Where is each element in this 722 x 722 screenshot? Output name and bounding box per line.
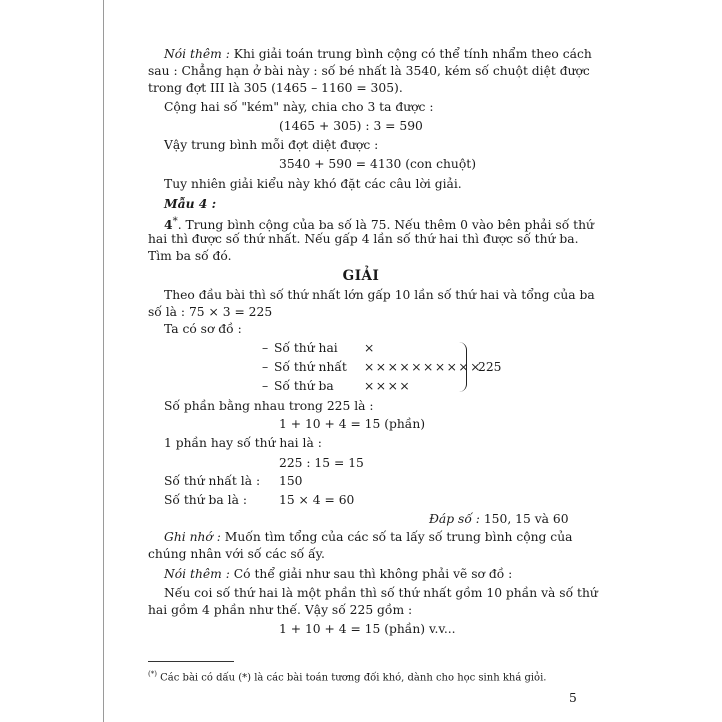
answer-line: Đáp số : 150, 15 và 60 (429, 512, 569, 526)
footnote: (*) Các bài có dấu (*) là các bài toán tương đối khó, dành cho học sinh khá giỏi. (148, 670, 547, 684)
paragraph-line: 1 phần hay số thứ hai là : (164, 436, 322, 450)
diagram-marks: ×××× (364, 379, 412, 393)
diagram-marks: × (364, 341, 376, 355)
paragraph-line: Theo đầu bài thì số thứ nhất lớn gấp 10 lần số thứ hai và tổng của ba (164, 288, 595, 302)
diagram-marks: ×××××××××× (364, 360, 483, 374)
formula-line: (1465 + 305) : 3 = 590 (279, 119, 423, 133)
paragraph-line: Số phần bằng nhau trong 225 là : (164, 399, 374, 413)
page-edge-line (103, 0, 104, 722)
solution-heading: GIẢI (342, 268, 380, 284)
paragraph-line: hai gồm 4 phần như thế. Vậy số 225 gồm : (148, 603, 413, 617)
exercise-line: hai thì được số thứ nhất. Nếu gấp 4 lần số thứ hai thì được số thứ ba. (148, 232, 579, 246)
value: 15 × 4 = 60 (279, 493, 355, 507)
paragraph-line: Nói thêm : Khi giải toán trung bình cộng có thể tính nhẩm theo cách (164, 47, 592, 61)
paragraph-line: trong đợt III là 305 (1465 – 1160 = 305). (148, 81, 403, 95)
page-number: 5 (569, 691, 577, 705)
paragraph-line: chúng nhân với số các số ấy. (148, 547, 325, 561)
brace (456, 342, 467, 392)
exercise-line: 4*. Trung bình cộng của ba số là 75. Nếu thêm 0 vào bên phải số thứ (164, 215, 594, 233)
note-label: Nói thêm : (164, 567, 230, 581)
paragraph-line: Nếu coi số thứ hai là một phần thì số thứ nhất gồm 10 phần và số thứ (164, 586, 598, 600)
diagram-row: – Số thứ hai (262, 341, 338, 355)
paragraph-line: Ta có sơ đồ : (164, 322, 242, 336)
formula-line: 3540 + 590 = 4130 (con chuột) (279, 157, 476, 171)
paragraph-line: sau : Chẳng hạn ở bài này : số bé nhất là 3540, kém số chuột diệt được (148, 64, 590, 78)
remember-label: Ghi nhớ : (164, 530, 221, 544)
paragraph-line: số là : 75 × 3 = 225 (148, 305, 273, 319)
diagram-row: – Số thứ ba (262, 379, 334, 393)
value: 150 (279, 474, 303, 488)
diagram-row: – Số thứ nhất (262, 360, 347, 374)
paragraph-line: Tuy nhiên giải kiểu này khó đặt các câu lời giải. (164, 177, 462, 191)
diagram-total: 225 (478, 360, 502, 374)
formula-line: 1 + 10 + 4 = 15 (phần) (279, 417, 426, 431)
formula-line: 225 : 15 = 15 (279, 456, 364, 470)
paragraph-line: Vậy trung bình mỗi đợt diệt được : (164, 138, 379, 152)
paragraph-line: Ghi nhớ : Muốn tìm tổng của các số ta lấy số trung bình cộng của (164, 530, 573, 544)
exercise-line: Tìm ba số đó. (148, 249, 232, 263)
section-label: Mẫu 4 : (164, 196, 217, 211)
paragraph-line: Số thứ ba là : (164, 493, 247, 507)
formula-line: 1 + 10 + 4 = 15 (phần) v.v... (279, 622, 456, 636)
paragraph-line: Cộng hai số "kém" này, chia cho 3 ta được : (164, 100, 434, 114)
footnote-rule (148, 661, 234, 662)
paragraph-line: Số thứ nhất là : (164, 474, 261, 488)
note-label: Nói thêm : (164, 47, 230, 61)
paragraph-line: Nói thêm : Có thể giải như sau thì không phải vẽ sơ đồ : (164, 567, 513, 581)
